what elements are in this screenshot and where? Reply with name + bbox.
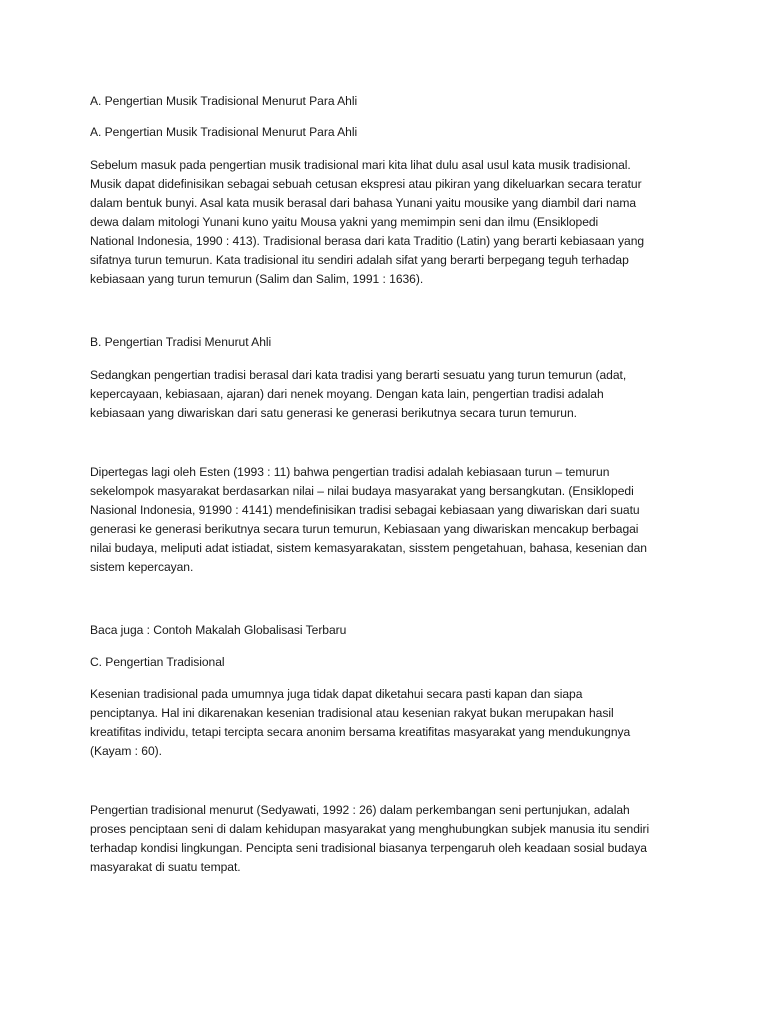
paragraph-sedyawati bbox=[90, 801, 690, 877]
paragraph-esten bbox=[90, 463, 690, 577]
text-line: terhadap kondisi lingkungan. Pencipta seni tradisional biasanya terpengaruh oleh keadaan sosial budaya bbox=[90, 841, 647, 855]
text-line: kebiasaan yang diwariskan dari satu generasi ke generasi berikutnya secara turun temurun. bbox=[90, 406, 577, 420]
text-line: Kesenian tradisional pada umumnya juga tidak dapat diketahui secara pasti kapan dan siapa bbox=[90, 687, 583, 701]
text-line: Musik dapat didefinisikan sebagai sebuah cetusan ekspresi atau pikiran yang dikeluarkan secara teratur bbox=[90, 177, 642, 191]
text-line: penciptanya. Hal ini dikarenakan kesenian tradisional atau kesenian rakyat bukan merupakan hasil bbox=[90, 706, 614, 720]
baca-juga-link: Baca juga : Contoh Makalah Globalisasi Terbaru bbox=[90, 623, 347, 637]
text-line: (Kayam : 60). bbox=[90, 744, 162, 758]
heading-section-a: A. Pengertian Musik Tradisional Menurut Para Ahli bbox=[90, 94, 358, 108]
text-line: nilai budaya, meliputi adat istiadat, sistem kemasyarakatan, sisstem pengetahuan, bahasa, kesenian dan bbox=[90, 541, 647, 555]
heading-section-c: C. Pengertian Tradisional bbox=[90, 655, 225, 669]
text-line: Dipertegas lagi oleh Esten (1993 : 11) bahwa pengertian tradisi adalah kebiasaan turun – temurun bbox=[90, 465, 610, 479]
text-line: kepercayaan, kebiasaan, ajaran) dari nenek moyang. Dengan kata lain, pengertian tradisi adalah bbox=[90, 387, 604, 401]
text-line: generasi ke generasi berikutnya secara turun temurun, Kebiasaan yang diwariskan mencakup berbagai bbox=[90, 522, 639, 536]
text-line: masyarakat di suatu tempat. bbox=[90, 860, 241, 874]
paragraph-pengertian-tradisi bbox=[90, 366, 690, 423]
text-line: sekelompok masyarakat berdasarkan nilai – nilai budaya masyarakat yang bersangkutan. (Ensiklopedi bbox=[90, 484, 634, 498]
text-line: Sebelum masuk pada pengertian musik tradisional mari kita lihat dulu asal usul kata musik tradisional. bbox=[90, 158, 631, 172]
text-line: kebiasaan yang turun temurun (Salim dan Salim, 1991 : 1636). bbox=[90, 272, 424, 286]
heading-section-b: B. Pengertian Tradisi Menurut Ahli bbox=[90, 335, 272, 349]
text-line: sifatnya turun temurun. Kata tradisional itu sendiri adalah sifat yang berarti berpegang teguh terhadap bbox=[90, 253, 629, 267]
heading-section-a-repeat: A. Pengertian Musik Tradisional Menurut Para Ahli bbox=[90, 125, 358, 139]
text-line: National Indonesia, 1990 : 413). Tradisional berasa dari kata Traditio (Latin) yang berarti kebiasaan yang bbox=[90, 234, 645, 248]
text-line: Sedangkan pengertian tradisi berasal dari kata tradisi yang berarti sesuatu yang turun temurun (adat, bbox=[90, 368, 627, 382]
text-line: proses penciptaan seni di dalam kehidupan masyarakat yang menghubungkan subjek manusia itu sendiri bbox=[90, 822, 650, 836]
text-line: kreatifitas individu, tetapi tercipta secara anonim bersama kreatifitas masyarakat yang mendukungnya bbox=[90, 725, 631, 739]
text-line: dalam bentuk bunyi. Asal kata musik berasal dari bahasa Yunani yaitu mousike yang diambil dari nama bbox=[90, 196, 637, 210]
text-line: Nasional Indonesia, 91990 : 4141) mendefinisikan tradisi sebagai kebiasaan yang diwariskan dari suatu bbox=[90, 503, 640, 517]
paragraph-kesenian-tradisional bbox=[90, 685, 690, 761]
paragraph-musik-tradisional bbox=[90, 156, 690, 289]
text-line: Pengertian tradisional menurut (Sedyawati, 1992 : 26) dalam perkembangan seni pertunjukan, adalah bbox=[90, 803, 630, 817]
text-line: dewa dalam mitologi Yunani kuno yaitu Mousa yakni yang memimpin seni dan ilmu (Ensiklopedi bbox=[90, 215, 599, 229]
text-line: sistem kepercayan. bbox=[90, 560, 194, 574]
document-body bbox=[90, 92, 690, 877]
